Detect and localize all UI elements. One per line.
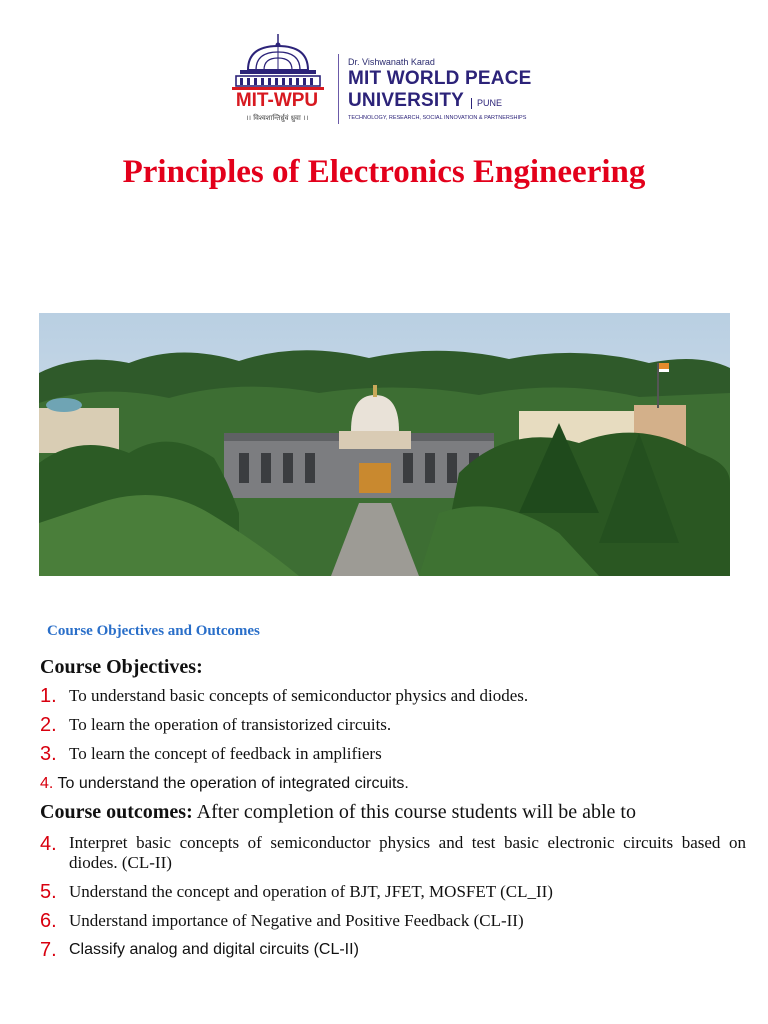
objectives-heading: Course Objectives: <box>40 656 203 678</box>
list-item <box>40 833 746 873</box>
list-item <box>40 939 359 961</box>
item-text: Classify analog and digital circuits (CL-II) <box>69 941 359 958</box>
list-item <box>40 775 409 793</box>
item-number: 4. <box>40 775 54 792</box>
list-item <box>40 714 391 736</box>
item-number: 5. <box>40 881 57 903</box>
item-text: Interpret basic concepts of semiconductor physics and test basic electronic circuits based on diodes. (CL-II) <box>69 833 746 872</box>
section-title: Course Objectives and Outcomes <box>47 623 260 639</box>
item-text: Understand the concept and operation of BJT, JFET, MOSFET (CL_II) <box>69 882 553 901</box>
item-text: To learn the concept of feedback in amplifiers <box>69 744 382 763</box>
university-tagline: TECHNOLOGY, RESEARCH, SOCIAL INNOVATION & PARTNERSHIPS <box>348 115 527 121</box>
list-item <box>40 910 524 932</box>
outcomes-intro: After completion of this course students will be able to <box>192 801 636 823</box>
campus-photo <box>39 313 730 576</box>
logo-abbreviation: MIT-WPU <box>235 90 319 111</box>
item-text: Understand importance of Negative and Positive Feedback (CL-II) <box>69 911 524 930</box>
outcomes-heading-line <box>40 801 636 824</box>
logo-divider <box>338 54 339 124</box>
university-name-block <box>348 56 548 121</box>
page-title: Principles of Electronics Engineering <box>122 154 646 190</box>
dome-icon <box>230 34 326 92</box>
item-text: To learn the operation of transistorized circuits. <box>69 715 392 734</box>
item-number: 6. <box>40 910 57 932</box>
header-logo <box>226 34 546 126</box>
item-text: To understand the operation of integrated circuits. <box>53 775 409 792</box>
list-item <box>40 685 528 707</box>
item-number: 2. <box>40 714 57 736</box>
outcomes-heading: Course outcomes: <box>40 801 193 823</box>
university-city: PUNE <box>471 98 502 109</box>
founder-name: Dr. Vishwanath Karad <box>348 57 435 67</box>
item-text: To understand basic concepts of semiconductor physics and diodes. <box>69 686 529 705</box>
list-item <box>40 743 382 765</box>
university-name-line1: MIT WORLD PEACE <box>348 68 532 89</box>
item-number: 7. <box>40 939 57 961</box>
item-number: 3. <box>40 743 57 765</box>
university-name-line2: UNIVERSITY <box>348 90 465 111</box>
list-item <box>40 881 553 903</box>
item-number: 4. <box>40 833 57 855</box>
mit-wpu-logo <box>226 34 332 126</box>
item-number: 1. <box>40 685 57 707</box>
logo-motto: ।। विश्वशान्तिर्ध्रुवं ध्रुवा ।। <box>245 114 309 122</box>
